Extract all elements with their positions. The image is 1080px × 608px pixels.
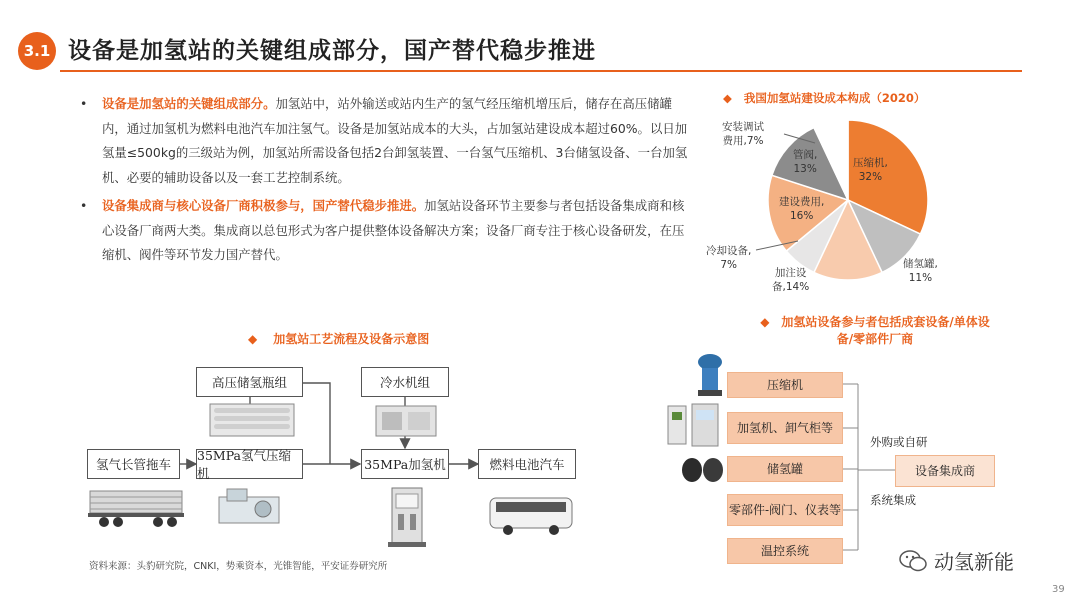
participant-storage: 储氢罐 [727, 456, 843, 482]
compressor-box: 35MPa氢气压缩机 [196, 449, 303, 479]
pie-label-name: 安装调试 [722, 121, 764, 133]
participants-title-line1: 加氢站设备参与者包括成套设备/单体设 [781, 315, 990, 329]
bullet-highlight: 设备集成商与核心设备厂商积极参与，国产替代稳步推进。 [102, 198, 425, 213]
participant-compressor: 压缩机 [727, 372, 843, 398]
bullet-text: 加氢站中，站外输送或站内生产的氢气经压缩机增压后，储存在高压储罐内，通过加氢机为燃料电池汽车加注氢气。设备是加氢站成本的大头，占加氢站建设成本超过60%。以日加氢量≤500kg的三级站为例，加氢站所需设备包括2台卸氢装置、一台氢气压缩机、3台储氢设备、一台加氢机、必要的辅助设备以及一套工艺控制系统。 [102, 96, 688, 185]
watermark [898, 546, 1014, 575]
pie-label-name: 加注设 [774, 267, 807, 279]
fcv-box: 燃料电池汽车 [478, 449, 576, 479]
participant-dispenser: 加氢机、卸气柜等 [727, 412, 843, 444]
chart-title-text: 我国加氢站建设成本构成（2020） [743, 91, 926, 105]
pie-label-value: 备,14% [772, 281, 810, 293]
page-number: 39 [1052, 584, 1065, 595]
pie-label-name: 储氢罐, [903, 258, 938, 270]
hp-storage-box: 高压储氢瓶组 [196, 367, 303, 397]
pie-label-name: 压缩机, [853, 157, 888, 169]
process-diagram-title-text: 加氢站工艺流程及设备示意图 [273, 332, 430, 346]
pie-label-value: 费用,7% [722, 135, 764, 147]
pie-label-name: 建设费用, [779, 196, 825, 208]
participant-parts: 零部件-阀门、仪表等 [727, 494, 843, 526]
pie-label-value: 16% [790, 210, 814, 222]
diamond-icon: ◆ [248, 332, 258, 346]
diamond-icon: ◆ [760, 315, 770, 329]
pie-label-value: 32% [858, 171, 883, 183]
pie-label-value: 13% [793, 163, 817, 175]
dispenser-photo [664, 402, 726, 448]
participants-title-line2: 备/零部件厂商 [836, 332, 914, 346]
page-title: 设备是加氢站的关键组成部分，国产替代稳步推进 [68, 38, 596, 64]
bullet-dot-icon: • [80, 96, 88, 111]
chiller-box: 冷水机组 [361, 367, 449, 397]
bullet-text: 加氢站设备环节主要参与者包括设备集成商和核心设备厂商两大类。集成商以总包形式为客户提供整体设备解决方案；设备厂商专注于核心设备研发，在压缩机、阀件等环节发力国产替代。 [102, 198, 685, 262]
bullet-dot-icon: • [80, 198, 88, 213]
participant-integrator: 设备集成商 [895, 455, 995, 487]
participant-temp-control: 温控系统 [727, 538, 843, 564]
compressor-photo [692, 352, 728, 398]
section-badge: 3.1 [18, 32, 56, 70]
storage-tank-photo [680, 455, 726, 485]
pie-label-name: 管阀, [793, 149, 818, 161]
tube-trailer-box: 氢气长管拖车 [87, 449, 180, 479]
pie-label-name: 冷却设备, [706, 245, 752, 257]
outsource-label: 外购或自研 [870, 435, 928, 449]
source-note: 资料来源：头豹研究院，CNKI，势乘资本，光锥智能，平安证券研究所 [89, 561, 388, 572]
diamond-icon: ◆ [723, 91, 732, 105]
watermark-text: 动氢新能 [934, 550, 1014, 574]
integrate-label: 系统集成 [870, 493, 916, 507]
pie-label-value: 7% [720, 259, 737, 271]
bullet-highlight: 设备是加氢站的关键组成部分。 [102, 96, 276, 111]
pie-label-value: 11% [908, 272, 933, 284]
dispenser-box: 35MPa加氢机 [361, 449, 449, 479]
wechat-icon [898, 548, 928, 574]
